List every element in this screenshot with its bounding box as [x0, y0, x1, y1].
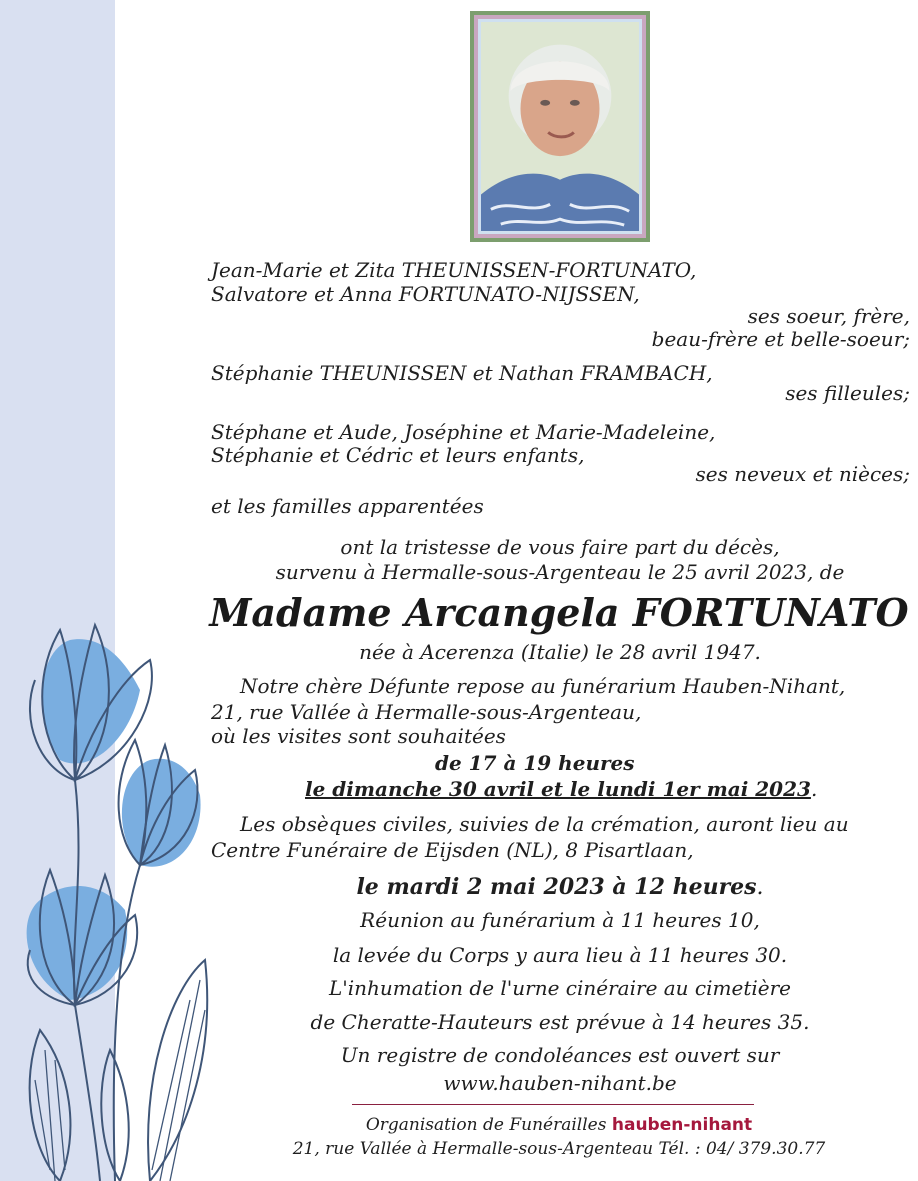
floral-decoration — [0, 610, 230, 1181]
brand-logo: hauben-nihant — [611, 1115, 753, 1135]
relation-goddaughters: ses filleules; — [785, 381, 910, 405]
family-line-5: Stéphanie et Cédric et leurs enfants, — [211, 443, 585, 467]
family-line-1: Jean-Marie et Zita THEUNISSEN-FORTUNATO, — [211, 258, 697, 282]
family-line-3: Stéphanie THEUNISSEN et Nathan FRAMBACH, — [211, 361, 713, 385]
funeral-line-1: Les obsèques civiles, suivies de la crémation, auront lieu au — [240, 812, 849, 836]
relation-in-laws: beau-frère et belle-soeur; — [651, 327, 910, 351]
portrait-frame — [470, 11, 650, 242]
footer-org-prefix: Organisation de Funérailles — [365, 1115, 607, 1135]
funeral-date: le mardi 2 mai 2023 à 12 heures — [356, 874, 757, 900]
announcement-line-2: survenu à Hermalle-sous-Argenteau le 25 avril 2023, de — [275, 560, 845, 584]
visitation-dates-end: . — [810, 777, 818, 801]
footer-divider — [352, 1104, 754, 1105]
visitation-dates-wrap — [305, 777, 817, 801]
family-line-2: Salvatore et Anna FORTUNATO-NIJSSEN, — [211, 282, 640, 306]
funeral-line-7: Un registre de condoléances est ouvert sur — [340, 1043, 780, 1067]
funeral-line-6: de Cheratte-Hauteurs est prévue à 14 heures 35. — [310, 1010, 810, 1034]
footer-organisation — [200, 1114, 918, 1136]
deceased-name: Madame Arcangela FORTUNATO — [209, 590, 909, 635]
funeral-line-4: la levée du Corps y aura lieu à 11 heures 30. — [332, 943, 788, 967]
visitation-line-2: 21, rue Vallée à Hermalle-sous-Argenteau, — [211, 700, 642, 724]
footer-address: 21, rue Vallée à Hermalle-sous-Argenteau Tél. : 04/ 379.30.77 — [292, 1139, 826, 1159]
funeral-date-wrap — [210, 873, 910, 902]
family-line-4: Stéphane et Aude, Joséphine et Marie-Madeleine, — [211, 420, 716, 444]
funeral-date-end: . — [756, 875, 764, 900]
visitation-line-3: où les visites sont souhaitées — [211, 724, 506, 748]
funeral-line-3: Réunion au funérarium à 11 heures 10, — [360, 908, 760, 932]
funeral-line-5: L'inhumation de l'urne cinéraire au cimetière — [328, 976, 791, 1000]
relation-siblings: ses soeur, frère, — [747, 304, 910, 328]
visitation-hours: de 17 à 19 heures — [435, 751, 635, 775]
website-link[interactable]: www.hauben-nihant.be — [443, 1071, 677, 1095]
visitation-line-1: Notre chère Défunte repose au funérarium Hauben-Nihant, — [240, 674, 846, 698]
portrait-photo — [478, 19, 642, 234]
visitation-dates: le dimanche 30 avril et le lundi 1er mai 2023 — [305, 777, 811, 801]
birth-info: née à Acerenza (Italie) le 28 avril 1947. — [359, 640, 761, 664]
announcement-line-1: ont la tristesse de vous faire part du décès, — [340, 535, 780, 559]
relation-nephews: ses neveux et nièces; — [695, 462, 910, 486]
funeral-line-2: Centre Funéraire de Eijsden (NL), 8 Pisartlaan, — [211, 838, 694, 862]
family-line-6: et les familles apparentées — [211, 494, 484, 518]
